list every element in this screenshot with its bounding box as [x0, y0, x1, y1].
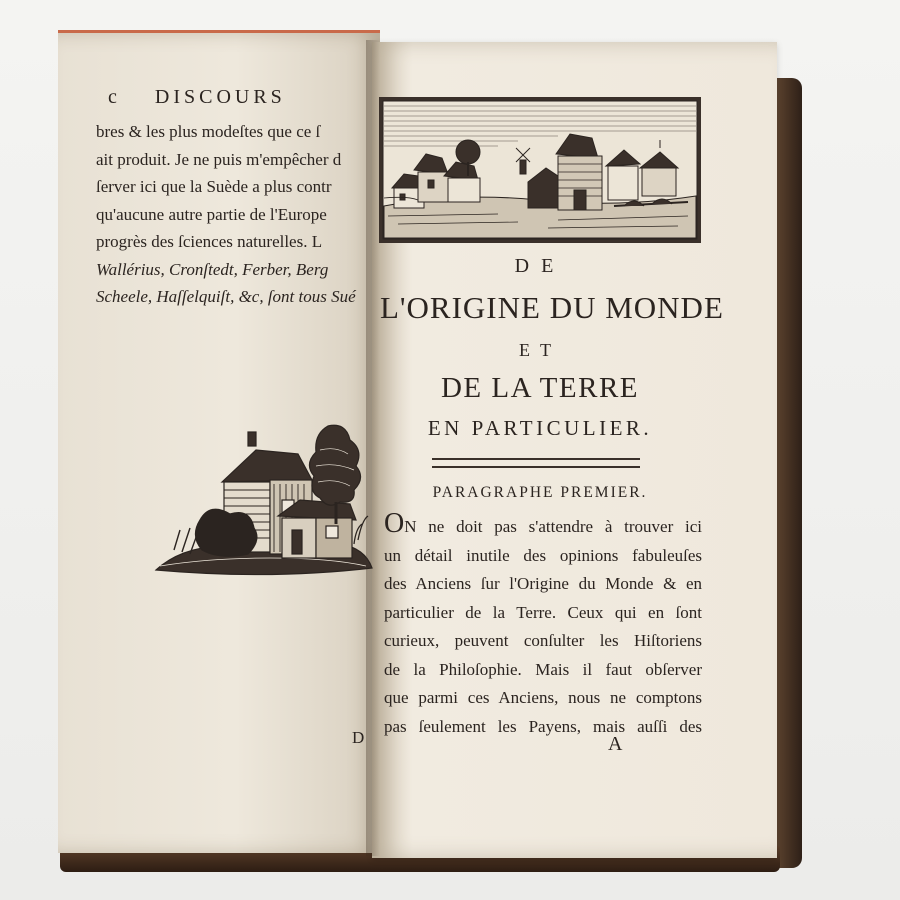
left-running-head-title: DISCOURS [154, 86, 286, 108]
left-line: ait produit. Je ne puis m'empêcher d [96, 149, 342, 169]
right-page-text [384, 513, 702, 741]
woodcut-cottage-icon [150, 420, 378, 580]
body-line: que parmi ces Anciens, nous ne comptons [384, 688, 702, 707]
title-de: DE [514, 255, 566, 277]
left-line: qu'aucune autre partie de l'Europe [96, 204, 327, 224]
left-page-signature: D [352, 728, 365, 747]
title-main: L'ORIGINE DU MONDE [380, 290, 724, 325]
body-line: particulier de la Terre. Ceux qui en ſont [384, 602, 702, 622]
left-line: progrès des ſciences naturelles. L [96, 232, 323, 251]
body-line: curieux, peuvent conſulter les Hiſtoriens [384, 631, 702, 650]
body-line: de la Philoſophie. Mais il faut obſerver [384, 659, 702, 679]
left-line-italic: Scheele, Haſſelquiſt, &c, ſont tous Sué [96, 287, 356, 306]
left-running-head [108, 86, 378, 109]
drop-cap: O [384, 513, 405, 539]
woodcut-village-icon [378, 96, 702, 244]
left-line: ſerver ici que la Suède a plus contr [96, 177, 332, 196]
first-line [384, 513, 702, 542]
first-line-rest: N ne doit pas s'attendre à trouver ici [404, 517, 702, 536]
title-terre: DE LA TERRE [440, 372, 640, 404]
left-page-text [96, 118, 380, 311]
double-rule-divider [432, 458, 640, 468]
left-line: bres & les plus modeſtes que ce ſ [96, 122, 321, 141]
body-line: pas ſeulement les Payens, mais auſſi des [384, 716, 702, 736]
title-et: ET [519, 340, 561, 360]
body-line: un détail inutile des opinions fabuleuſes [384, 545, 702, 565]
title-particulier: EN PARTICULIER. [427, 416, 653, 440]
body-line: des Anciens ſur l'Origine du Monde & en [384, 574, 702, 593]
left-line-italic: Wallérius, Cronſtedt, Ferber, Berg [96, 259, 329, 279]
right-page-signature: A [608, 733, 623, 755]
paragraph-heading: PARAGRAPHE PREMIER. [432, 484, 648, 501]
left-page-letter: c [108, 86, 117, 108]
